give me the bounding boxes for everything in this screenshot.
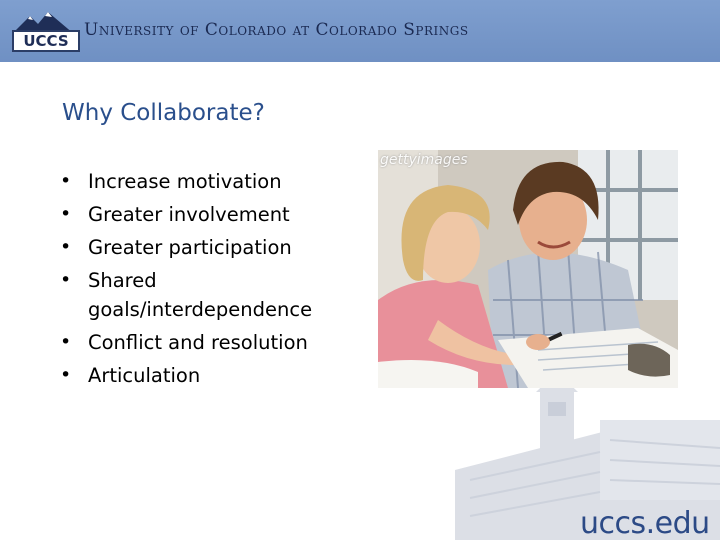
bullet-item bbox=[58, 326, 358, 359]
university-name: University of Colorado at Colorado Springs bbox=[84, 20, 469, 40]
bullet-item bbox=[58, 165, 358, 198]
bullet-icon: • bbox=[60, 170, 72, 192]
bullet-text: Increase motivation bbox=[88, 170, 282, 193]
bullet-item bbox=[58, 231, 358, 264]
bullet-item bbox=[58, 198, 358, 231]
bullet-list bbox=[58, 165, 358, 392]
bullet-item bbox=[58, 264, 358, 326]
photo-watermark: gettyimages bbox=[380, 152, 468, 168]
bullet-text: Greater involvement bbox=[88, 203, 290, 226]
bullet-text-line2: goals/interdependence bbox=[88, 298, 313, 321]
bullet-text: Conflict and resolution bbox=[88, 331, 308, 354]
slide-title: Why Collaborate? bbox=[62, 100, 265, 126]
bullet-icon: • bbox=[60, 269, 72, 291]
students-photo bbox=[378, 150, 678, 388]
footer-url: uccs.edu bbox=[580, 506, 710, 540]
bullet-item bbox=[58, 359, 358, 392]
bullet-icon: • bbox=[60, 331, 72, 353]
uccs-logo bbox=[8, 10, 74, 48]
header-band bbox=[0, 0, 720, 62]
students-illustration bbox=[378, 150, 678, 388]
bullet-icon: • bbox=[60, 236, 72, 258]
bullet-icon: • bbox=[60, 364, 72, 386]
bullet-text-line1: Shared bbox=[88, 269, 157, 292]
bullet-text: Articulation bbox=[88, 364, 201, 387]
bullet-icon: • bbox=[60, 203, 72, 225]
logo-text: UCCS bbox=[12, 30, 80, 52]
bullet-text: Greater participation bbox=[88, 236, 292, 259]
